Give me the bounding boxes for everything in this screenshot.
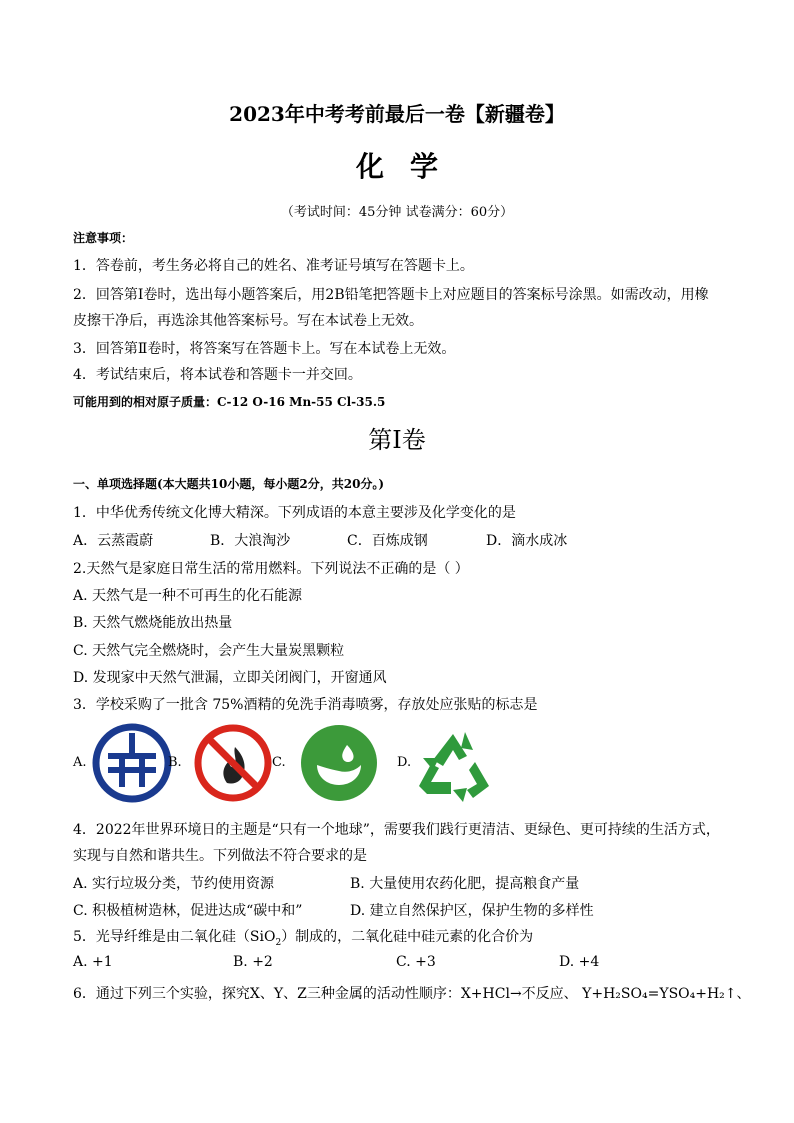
note-item-3: 3．回答第Ⅱ卷时，将答案写在答题卡上。写在本试卷上无效。	[73, 341, 456, 357]
q2-stem: 2.天然气是家庭日常生活的常用燃料。下列说法不正确的是（ ）	[73, 561, 469, 577]
q1-option-d: D．滴水成冰	[486, 533, 568, 549]
q2-option-a: A. 天然气是一种不可再生的化石能源	[73, 588, 303, 604]
q4-option-d: D. 建立自然保护区，保护生物的多样性	[350, 903, 594, 919]
subject-title: 化学	[355, 150, 464, 183]
q4-option-b: B. 大量使用农药化肥，提高粮食产量	[350, 876, 580, 892]
q2-option-c: C. 天然气完全燃烧时，会产生大量炭黑颗粒	[73, 643, 345, 659]
q2-option-d: D. 发现家中天然气泄漏，立即关闭阀门，开窗通风	[73, 670, 387, 686]
note-item-4: 4．考试结束后，将本试卷和答题卡一并交回。	[73, 367, 362, 383]
note-item-2-cont: 皮擦干净后，再选涂其他答案标号。写在本试卷上无效。	[73, 313, 423, 329]
exam-title: 2023年中考考前最后一卷【新疆卷】	[229, 102, 565, 126]
q1-stem: 1．中华优秀传统文化博大精深。下列成语的本意主要涉及化学变化的是	[73, 505, 516, 521]
notes-heading: 注意事项：	[73, 231, 134, 245]
q4-option-c: C. 积极植树造林，促进达成“碳中和”	[73, 903, 303, 919]
note-item-1: 1．答卷前，考生务必将自己的姓名、准考证号填写在答题卡上。	[73, 258, 474, 274]
q3-stem: 3．学校采购了一批含 75%酒精的免洗手消毒喷雾，存放处应张贴的标志是	[73, 697, 538, 713]
q4-stem-line2: 实现与自然和谐共生。下列做法不符合要求的是	[73, 848, 367, 864]
q6-stem: 6．通过下列三个实验，探究X、Y、Z三种金属的活动性顺序：X+HCl→不反应、 Y+H₂SO₄=YSO₄+H₂↑、	[73, 986, 751, 1002]
recycle-icon	[413, 728, 493, 808]
q4-stem-line1: 4．2022年世界环境日的主题是“只有一个地球”，需要我们践行更清洁、更绿色、更可持续的生活方式，	[73, 822, 720, 838]
q5-stem	[73, 926, 533, 948]
section1-heading: 一、单项选择题(本大题共10小题，每小题2分，共20分。)	[73, 477, 385, 491]
q1-option-c: C．百炼成钢	[347, 533, 428, 549]
q5-option-a: A. +1	[73, 954, 113, 970]
q4-option-a: A. 实行垃圾分类，节约使用资源	[73, 876, 275, 892]
note-item-2: 2．回答第Ⅰ卷时，选出每小题答案后，用2B铅笔把答题卡上对应题目的答案标号涂黑。如需改动，用橡	[73, 287, 709, 303]
q3-label-c: C.	[272, 755, 286, 770]
transit-logo-icon	[92, 723, 172, 803]
q5-stem-sub: 2	[275, 937, 282, 948]
volume-title: 第Ⅰ卷	[368, 426, 426, 454]
q5-option-c: C. +3	[396, 954, 436, 970]
water-saving-icon	[299, 723, 379, 803]
q5-option-d: D. +4	[559, 954, 600, 970]
q2-option-b: B. 天然气燃烧能放出热量	[73, 615, 233, 631]
q3-label-b: B.	[168, 755, 182, 770]
q3-label-a: A.	[73, 755, 87, 770]
atomic-mass-line: 可能用到的相对原子质量：C-12 O-16 Mn-55 Cl-35.5	[73, 395, 386, 409]
exam-info: （考试时间：45分钟 试卷满分：60分）	[280, 205, 514, 220]
no-fire-icon	[193, 723, 273, 803]
q3-label-d: D.	[397, 755, 412, 770]
q5-option-b: B. +2	[233, 954, 273, 970]
q1-option-a: A．云蒸霞蔚	[73, 533, 154, 549]
q5-stem-pre: 5．光导纤维是由二氧化硅（SiO	[73, 929, 276, 945]
q5-stem-post: ）制成的，二氧化硅中硅元素的化合价为	[281, 929, 534, 945]
q1-option-b: B．大浪淘沙	[210, 533, 291, 549]
